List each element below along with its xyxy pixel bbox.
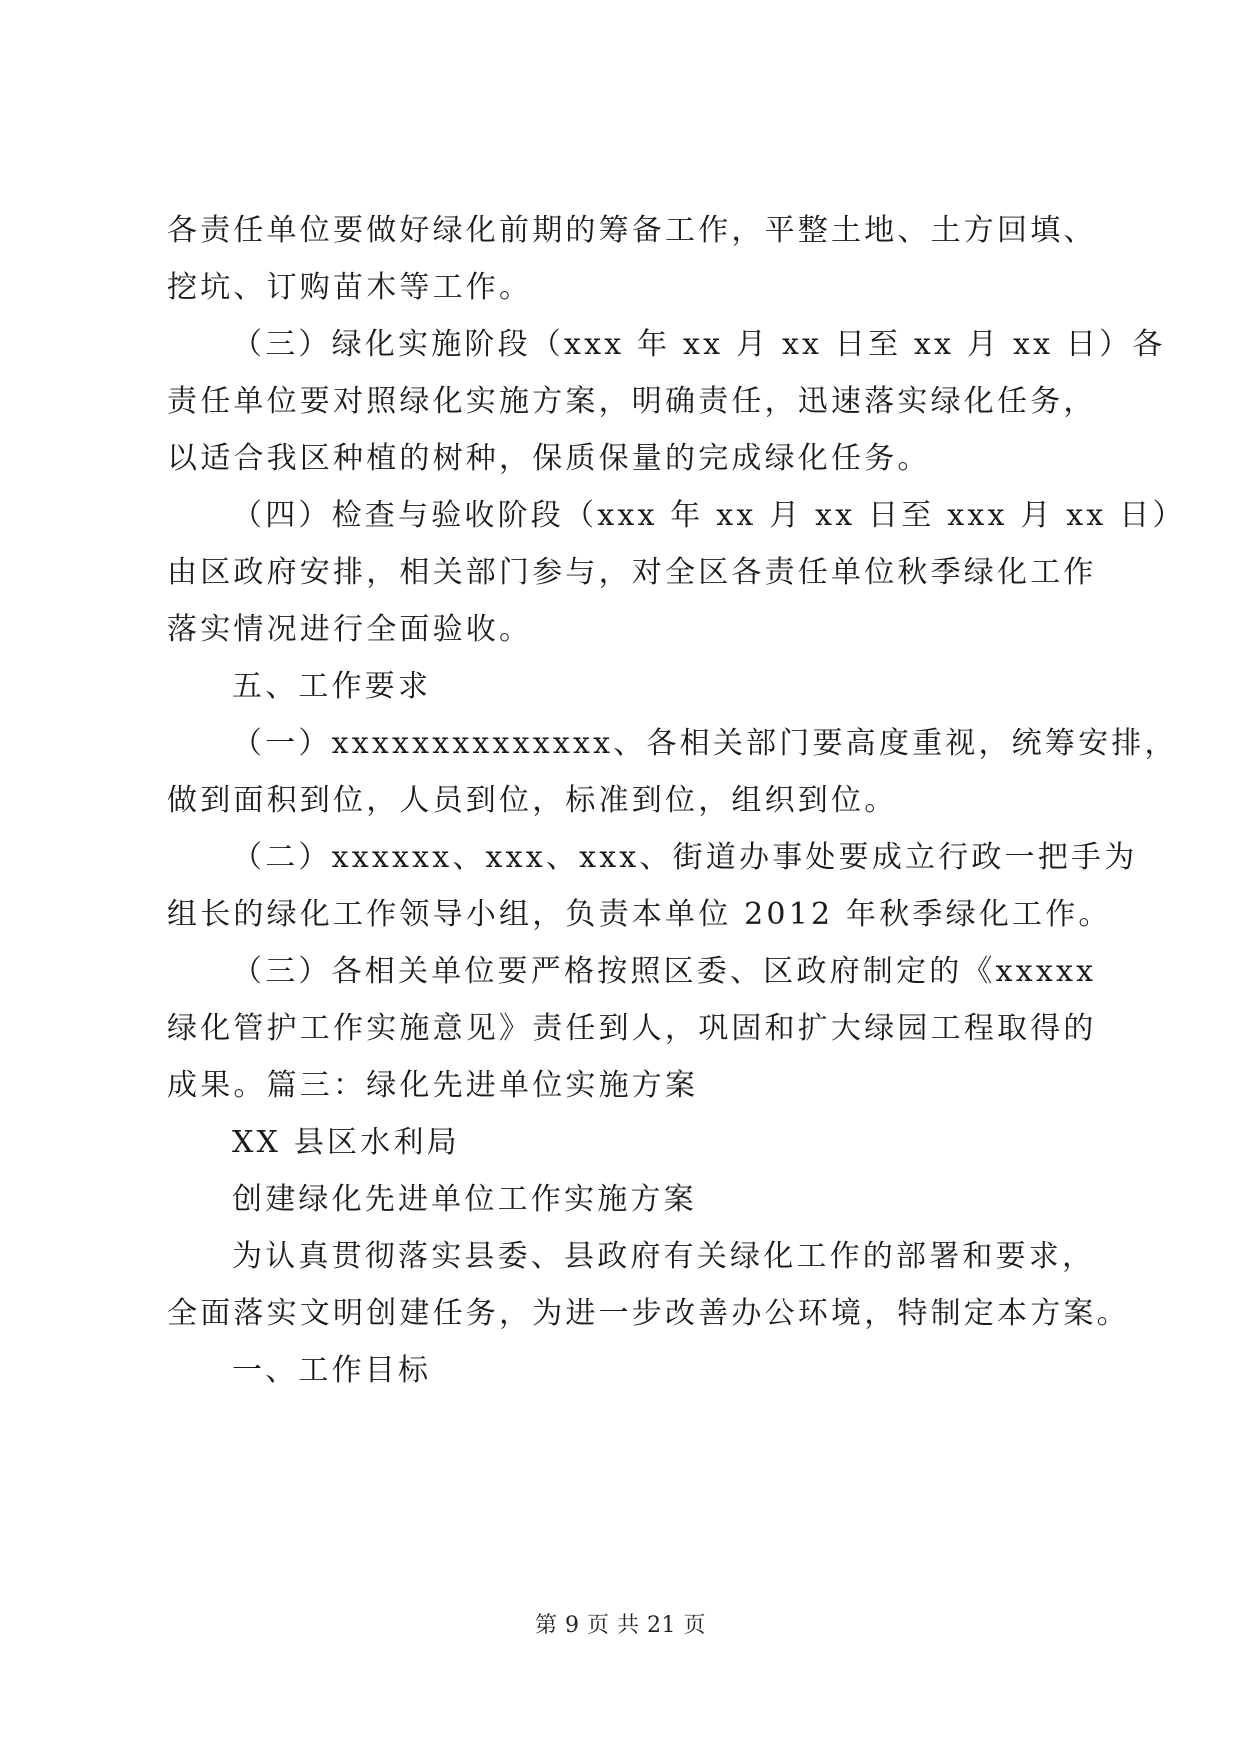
org-name: XX 县区水利局	[232, 1125, 460, 1160]
section-heading-goals: 一、工作目标	[232, 1353, 432, 1388]
text-line-7: 由区政府安排，相关部门参与，对全区各责任单位秋季绿化工作	[167, 555, 1097, 590]
text-line-14: （三）各相关单位要严格按照区委、区政府制定的《xxxxx	[232, 954, 1097, 989]
text-line-1: 各责任单位要做好绿化前期的筹备工作，平整土地、土方回填、	[167, 213, 1097, 248]
text-line-15: 绿化管护工作实施意见》责任到人，巩固和扩大绿园工程取得的	[167, 1011, 1097, 1046]
text-line-6: （四）检查与验收阶段（xxx 年 xx 月 xx 日至 xxx 月 xx 日）	[232, 498, 1186, 533]
text-line-8: 落实情况进行全面验收。	[167, 612, 533, 647]
text-line-19: 为认真贯彻落实县委、县政府有关绿化工作的部署和要求，	[232, 1239, 1096, 1274]
section-heading-requirements: 五、工作要求	[232, 669, 432, 704]
text-line-16: 成果。篇三：绿化先进单位实施方案	[167, 1068, 699, 1103]
text-line-5: 以适合我区种植的树种，保质保量的完成绿化任务。	[167, 441, 931, 476]
text-line-11: 做到面积到位，人员到位，标准到位，组织到位。	[167, 783, 898, 818]
text-line-2: 挖坑、订购苗木等工作。	[167, 270, 533, 305]
text-line-10: （一）xxxxxxxxxxxxxx、各相关部门要高度重视，统筹安排，	[232, 726, 1178, 761]
text-line-3: （三）绿化实施阶段（xxx 年 xx 月 xx 日至 xx 月 xx 日）各	[232, 327, 1166, 362]
page-footer: 第 9 页 共 21 页	[535, 1613, 706, 1638]
text-line-4: 责任单位要对照绿化实施方案，明确责任，迅速落实绿化任务，	[167, 384, 1097, 419]
plan-title: 创建绿化先进单位工作实施方案	[232, 1182, 697, 1217]
text-line-12: （二）xxxxxx、xxx、xxx、街道办事处要成立行政一把手为	[232, 840, 1138, 875]
text-line-13: 组长的绿化工作领导小组，负责本单位 2012 年秋季绿化工作。	[167, 897, 1112, 932]
text-line-20: 全面落实文明创建任务，为进一步改善办公环境，特制定本方案。	[167, 1296, 1130, 1331]
